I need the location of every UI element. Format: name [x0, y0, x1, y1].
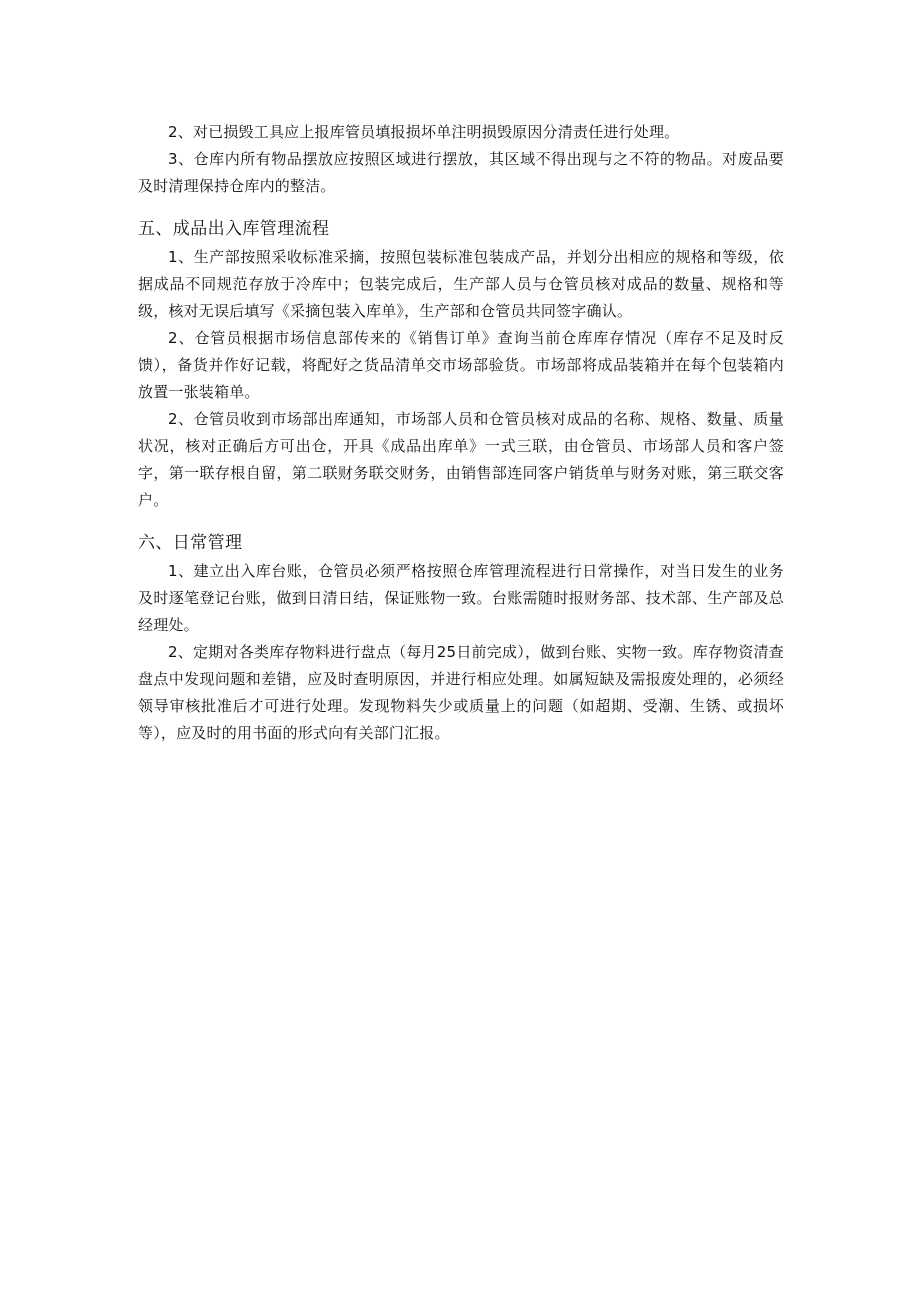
paragraph-ledger: 1、建立出入库台账，仓管员必须严格按照仓库管理流程进行日常操作，对当日发生的业务及时逐笔登记台账，做到日清日结，保证账物一致。台账需随时报财务部、技术部、生产部及总经理处。 — [138, 562, 784, 634]
section-heading-daily-management: 六、日常管理 — [138, 533, 243, 553]
paragraph-sales-order-prep: 2、仓管员根据市场信息部传来的《销售订单》查询当前仓库库存情况（库存不足及时反馈），备货并作好记载，将配好之货品清单交市场部验货。市场部将成品装箱并在每个包装箱内放置一张装箱单。 — [138, 329, 784, 401]
paragraph-damaged-tools: 2、对已损毁工具应上报库管员填报损坏单注明损毁原因分清责任进行处理。 — [168, 123, 680, 141]
paragraph-stocktaking: 2、定期对各类库存物料进行盘点（每月25日前完成），做到台账、实物一致。库存物资清查盘点中发现问题和差错，应及时查明原因，并进行相应处理。如属短缺及需报废处理的，必须经领导审核批准后才可进行处理。发现物料失少或质量上的问题（如超期、受潮、生锈、或损坏等），应及时的用书面的形式向有关部门汇报。 — [138, 643, 784, 742]
document-body — [138, 119, 784, 747]
paragraph-inbound-process: 1、生产部按照采收标准采摘，按照包装标准包装成产品，并划分出相应的规格和等级，依据成品不同规范存放于冷库中；包装完成后，生产部人员与仓管员核对成品的数量、规格和等级，核对无误后填写《采摘包装入库单》，生产部和仓管员共同签字确认。 — [138, 248, 784, 320]
paragraph-item-placement: 3、仓库内所有物品摆放应按照区域进行摆放，其区域不得出现与之不符的物品。对废品要及时清理保持仓库内的整洁。 — [138, 150, 784, 195]
section-gap — [138, 200, 784, 214]
paragraph-outbound-process: 2、仓管员收到市场部出库通知，市场部人员和仓管员核对成品的名称、规格、数量、质量状况，核对正确后方可出仓，开具《成品出库单》一式三联，由仓管员、市场部人员和客户签字，第一联存根自留，第二联财务联交财务，由销售部连同客户销货单与财务对账，第三联交客户。 — [138, 410, 784, 509]
section-gap — [138, 514, 784, 528]
section-heading-finished-goods: 五、成品出入库管理流程 — [138, 219, 330, 239]
